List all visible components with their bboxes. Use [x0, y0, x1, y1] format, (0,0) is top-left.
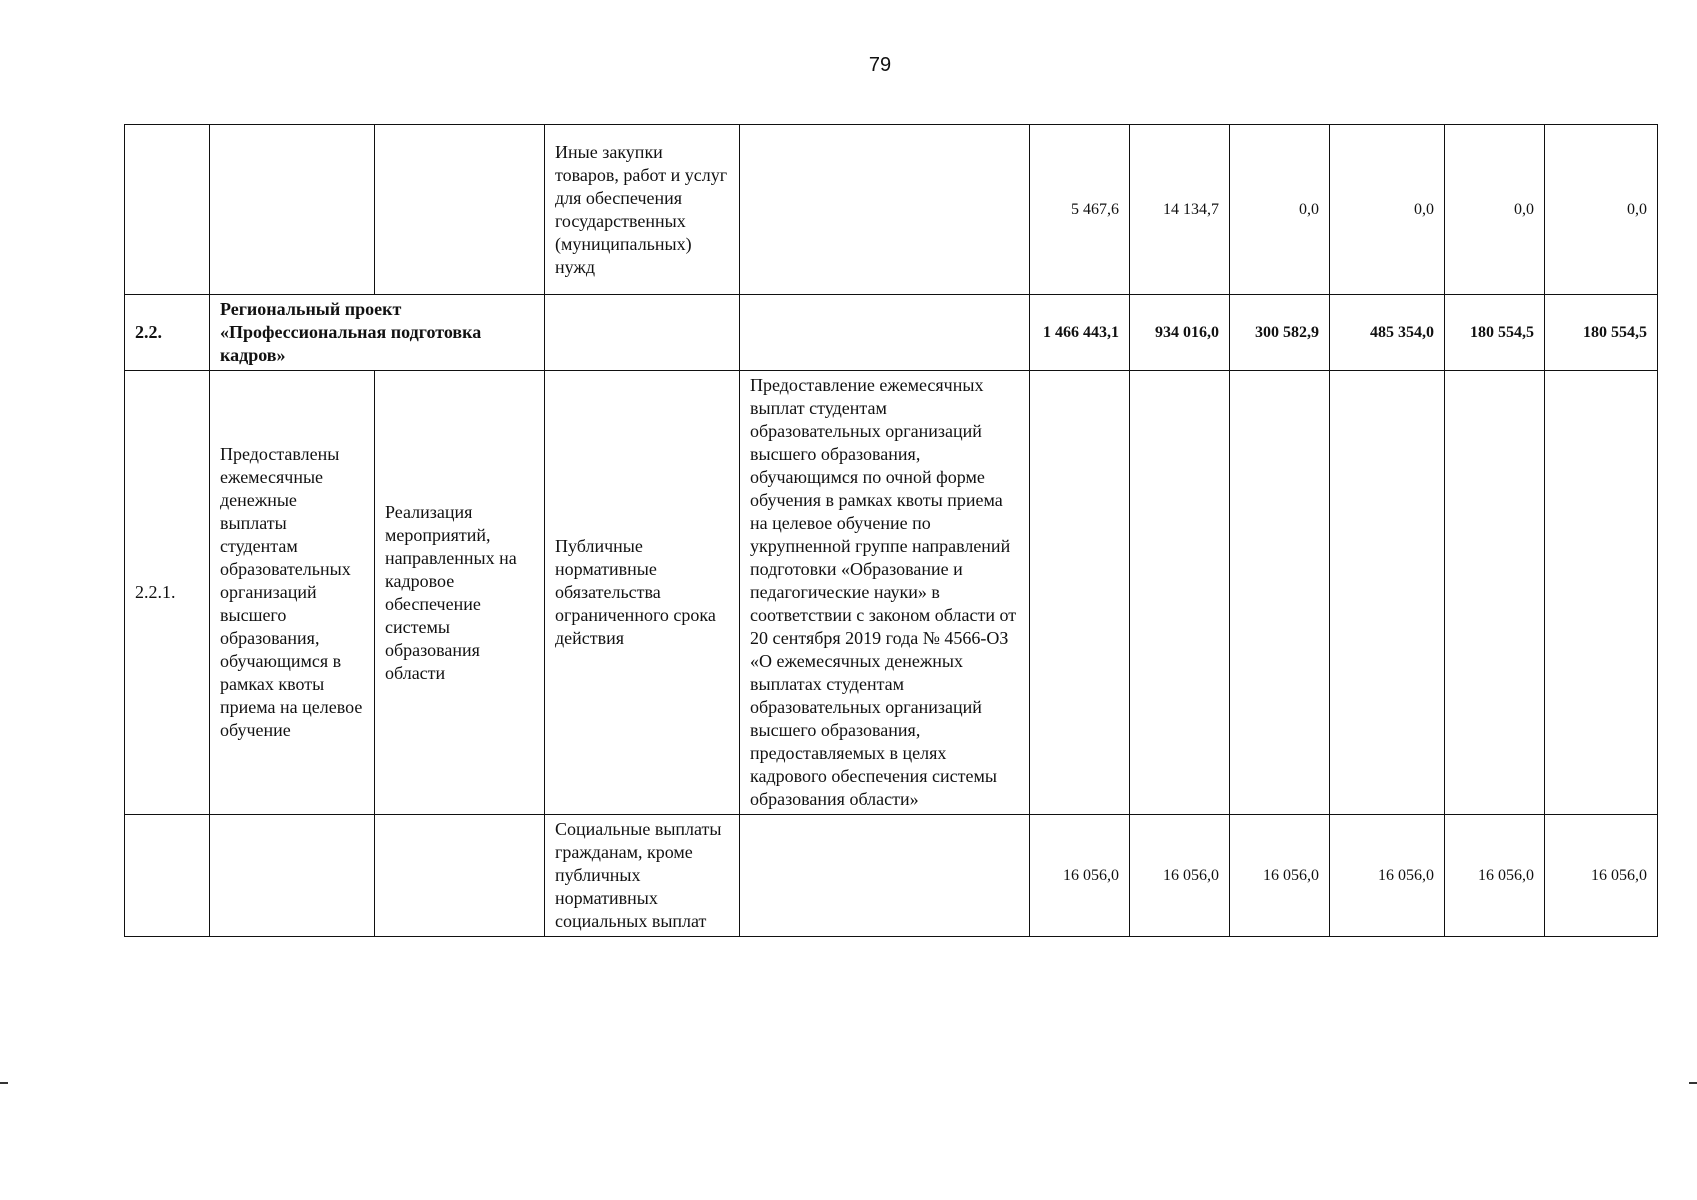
- amount-cell: 934 016,0: [1130, 295, 1230, 371]
- amount-cell: 1 466 443,1: [1030, 295, 1130, 371]
- amount-cell: 16 056,0: [1445, 815, 1545, 937]
- code-cell: 2.2.: [125, 295, 210, 371]
- amount-cell: [1545, 371, 1658, 815]
- table-row: [125, 295, 1658, 371]
- description-cell: [740, 815, 1030, 937]
- table-row: [125, 815, 1658, 937]
- amount-cell: 0,0: [1545, 125, 1658, 295]
- amount-cell: [1130, 371, 1230, 815]
- table-row: [125, 125, 1658, 295]
- amount-cell: 0,0: [1230, 125, 1330, 295]
- result-cell: [210, 815, 375, 937]
- table-row: [125, 371, 1658, 815]
- amount-cell: 16 056,0: [1330, 815, 1445, 937]
- code-cell: 2.2.1.: [125, 371, 210, 815]
- result-cell: Предоставлены ежемесячные денежные выплаты студентам образовательных организаций высшего образования, обучающимся в рамках квоты приема на целевое обучение: [210, 371, 375, 815]
- amount-cell: 0,0: [1330, 125, 1445, 295]
- amount-cell: 0,0: [1445, 125, 1545, 295]
- amount-cell: 16 056,0: [1130, 815, 1230, 937]
- amount-cell: 14 134,7: [1130, 125, 1230, 295]
- amount-cell: 5 467,6: [1030, 125, 1130, 295]
- direction-cell: [375, 815, 545, 937]
- amount-cell: 16 056,0: [1545, 815, 1658, 937]
- page-number: 79: [868, 54, 892, 76]
- amount-cell: 16 056,0: [1030, 815, 1130, 937]
- expense-type-cell: [545, 295, 740, 371]
- expense-type-cell: Иные закупки товаров, работ и услуг для обеспечения государственных (муниципальных) нужд: [545, 125, 740, 295]
- result-cell: [210, 125, 375, 295]
- amount-cell: 180 554,5: [1445, 295, 1545, 371]
- expense-type-cell: Публичные нормативные обязательства ограниченного срока действия: [545, 371, 740, 815]
- amount-cell: 180 554,5: [1545, 295, 1658, 371]
- amount-cell: 300 582,9: [1230, 295, 1330, 371]
- expense-type-cell: Социальные выплаты гражданам, кроме публичных нормативных социальных выплат: [545, 815, 740, 937]
- description-cell: [740, 295, 1030, 371]
- amount-cell: [1445, 371, 1545, 815]
- direction-cell: Реализация мероприятий, направленных на кадровое обеспечение системы образования области: [375, 371, 545, 815]
- description-cell: Предоставление ежемесячных выплат студентам образовательных организаций высшего образования, обучающимся по очной форме обучения в рамках квоты приема на целевое обучение по укрупненной группе направлений подготовки «Образование и педагогические науки» в соответствии с законом области от 20 сентября 2019 года № 4566-ОЗ «О ежемесячных денежных выплатах студентам образовательных организаций высшего образования, предоставляемых в целях кадрового обеспечения системы образования области»: [740, 371, 1030, 815]
- scan-edge-mark: [1689, 1082, 1697, 1084]
- amount-cell: 485 354,0: [1330, 295, 1445, 371]
- scan-edge-mark: [0, 1082, 8, 1084]
- budget-table: [124, 124, 1658, 937]
- code-cell: [125, 125, 210, 295]
- amount-cell: [1030, 371, 1130, 815]
- project-name-cell: Региональный проект «Профессиональная подготовка кадров»: [210, 295, 545, 371]
- amount-cell: [1230, 371, 1330, 815]
- description-cell: [740, 125, 1030, 295]
- code-cell: [125, 815, 210, 937]
- amount-cell: [1330, 371, 1445, 815]
- direction-cell: [375, 125, 545, 295]
- amount-cell: 16 056,0: [1230, 815, 1330, 937]
